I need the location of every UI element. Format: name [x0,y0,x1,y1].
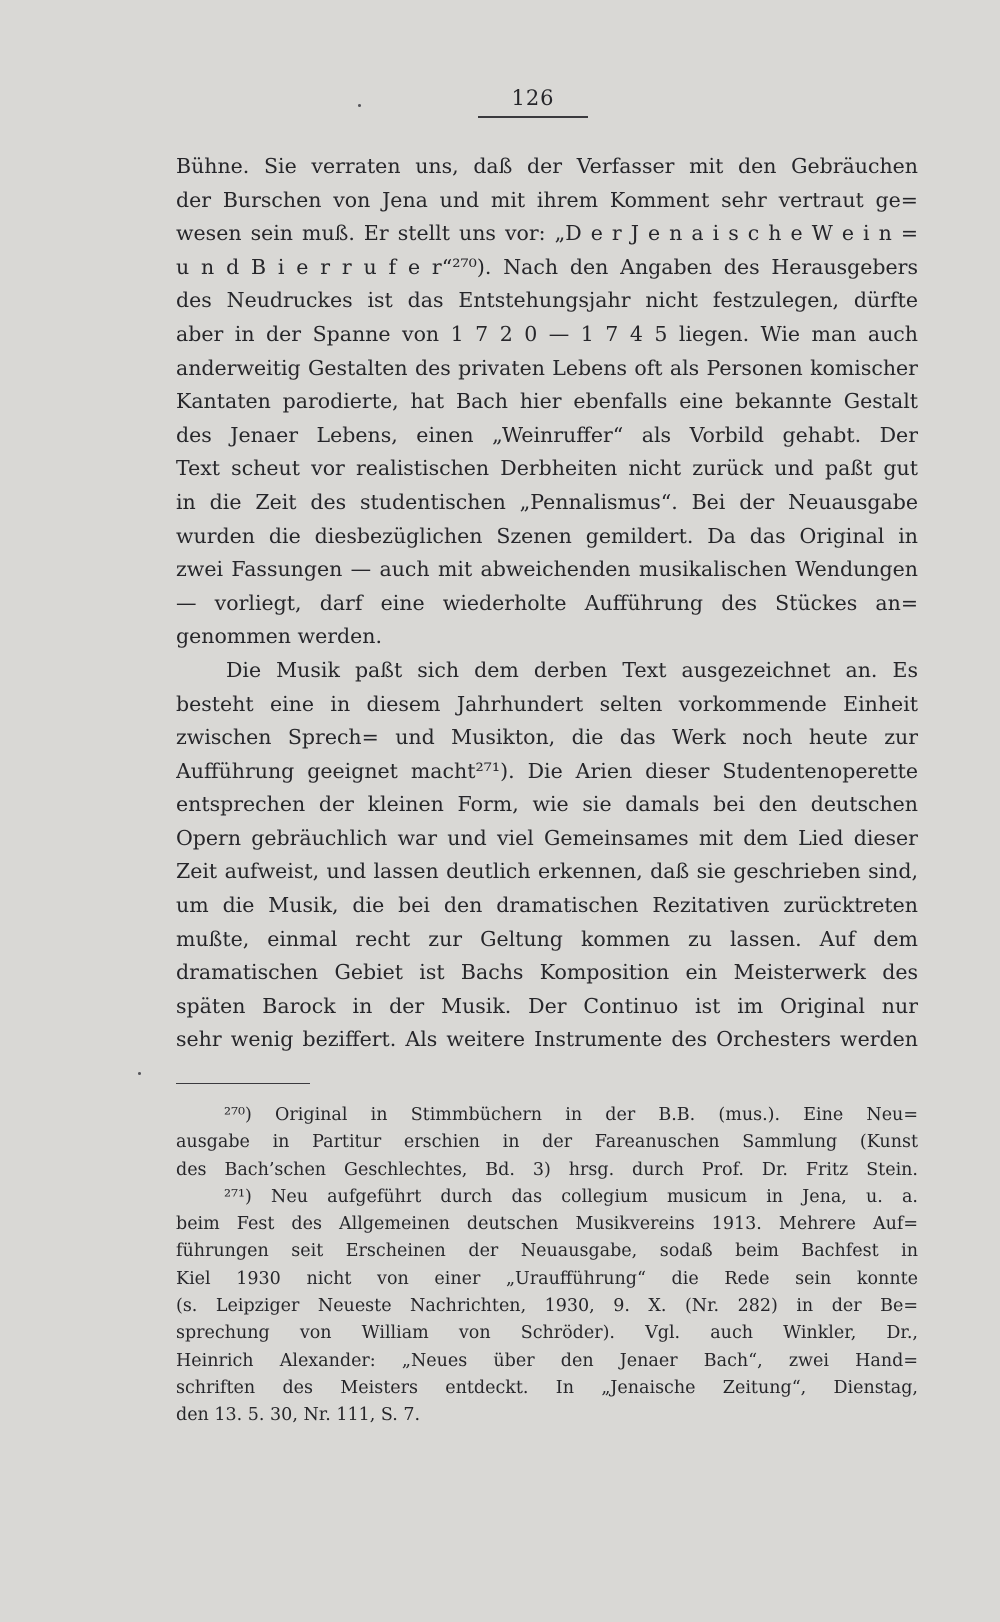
text-line: Kantaten parodierte, hat Bach hier ebenfalls eine bekannte Gestalt [176,389,918,414]
page-number: 126 [478,86,588,118]
text-line: sehr wenig beziffert. Als weitere Instrumente des Orchesters werden [176,1027,918,1052]
paper-speck [138,1072,141,1075]
footnotes [176,1102,918,1430]
text-line: aber in der Spanne von 1 7 2 0 — 1 7 4 5 liegen. Wie man auch [176,321,918,346]
footnote-line: (s. Leipziger Neueste Nachrichten, 1930, 9. X. (Nr. 282) in der Be= [176,1296,918,1317]
text-line: anderweitig Gestalten des privaten Lebens oft als Personen komischer [176,355,918,380]
text-line: des Neudruckes ist das Entstehungsjahr nicht festzulegen, dürfte [176,288,918,313]
footnote-line: Heinrich Alexander: „Neues über den Jenaer Bach“, zwei Hand= [176,1350,918,1371]
text-line: Zeit aufweist, und lassen deutlich erkennen, daß sie geschrieben sind, [176,859,918,884]
text-line: besteht eine in diesem Jahrhundert selten vorkommende Einheit [176,691,918,716]
text-line: entsprechen der kleinen Form, wie sie damals bei den deutschen [176,792,918,817]
text-line: in die Zeit des studentischen „Pennalismus“. Bei der Neuausgabe [176,489,918,514]
text-line: zwei Fassungen — auch mit abweichenden musikalischen Wendungen [176,557,918,582]
footnote-line: beim Fest des Allgemeinen deutschen Musikvereins 1913. Mehrere Auf= [176,1214,918,1235]
text-line: Die Musik paßt sich dem derben Text ausgezeichnet an. Es [226,657,918,682]
footnote-line: führungen seit Erscheinen der Neuausgabe, sodaß beim Bachfest in [176,1241,918,1262]
footnote-line: Kiel 1930 nicht von einer „Uraufführung“ die Rede sein konnte [176,1268,918,1289]
text-line: Opern gebräuchlich war und viel Gemeinsames mit dem Lied dieser [176,825,918,850]
footnote-line: schriften des Meisters entdeckt. In „Jenaische Zeitung“, Dienstag, [176,1377,918,1398]
main-text [176,150,918,1057]
text-line: dramatischen Gebiet ist Bachs Komposition ein Meisterwerk des [176,960,918,985]
text-line: Aufführung geeignet macht²⁷¹). Die Arien dieser Studentenoperette [176,758,918,783]
footnote-line: sprechung von William von Schröder). Vgl. auch Winkler, Dr., [176,1323,918,1344]
text-line: wesen sein muß. Er stellt uns vor: „D e r J e n a i s c h e W e i n = [176,221,918,246]
text-line: zwischen Sprech= und Musikton, die das Werk noch heute zur [176,725,918,750]
footnote-line: des Bach’schen Geschlechtes, Bd. 3) hrsg. durch Prof. Dr. Fritz Stein. [176,1159,918,1180]
text-line: Bühne. Sie verraten uns, daß der Verfasser mit den Gebräuchen [176,154,918,178]
text-line: der Burschen von Jena und mit ihrem Komment sehr vertraut ge= [176,187,918,212]
text-line: mußte, einmal recht zur Geltung kommen zu lassen. Auf dem [176,926,918,951]
text-line: des Jenaer Lebens, einen „Weinruffer“ als Vorbild gehabt. Der [176,422,918,447]
footnote-divider [176,1083,310,1084]
text-line: wurden die diesbezüglichen Szenen gemildert. Da das Original in [176,523,918,548]
footnote-line: ²⁷⁰) Original in Stimmbüchern in der B.B. (mus.). Eine Neu= [224,1105,918,1125]
paper-speck [358,104,361,107]
footnote-line: ²⁷¹) Neu aufgeführt durch das collegium musicum in Jena, u. a. [224,1186,918,1207]
text-line: u n d B i e r r u f e r“²⁷⁰). Nach den Angaben des Herausgebers [176,254,918,279]
text-line: — vorliegt, darf eine wiederholte Aufführung des Stückes an= [176,590,918,615]
text-line: Text scheut vor realistischen Derbheiten nicht zurück und paßt gut [176,456,918,481]
footnote-line: den 13. 5. 30, Nr. 111, S. 7. [176,1405,421,1426]
text-line: um die Musik, die bei den dramatischen Rezitativen zurücktreten [176,893,918,918]
footnote-line: ausgabe in Partitur erschien in der Fareanuschen Sammlung (Kunst [176,1132,918,1153]
text-line: genommen werden. [176,624,382,649]
text-line: späten Barock in der Musik. Der Continuo ist im Original nur [176,993,918,1018]
